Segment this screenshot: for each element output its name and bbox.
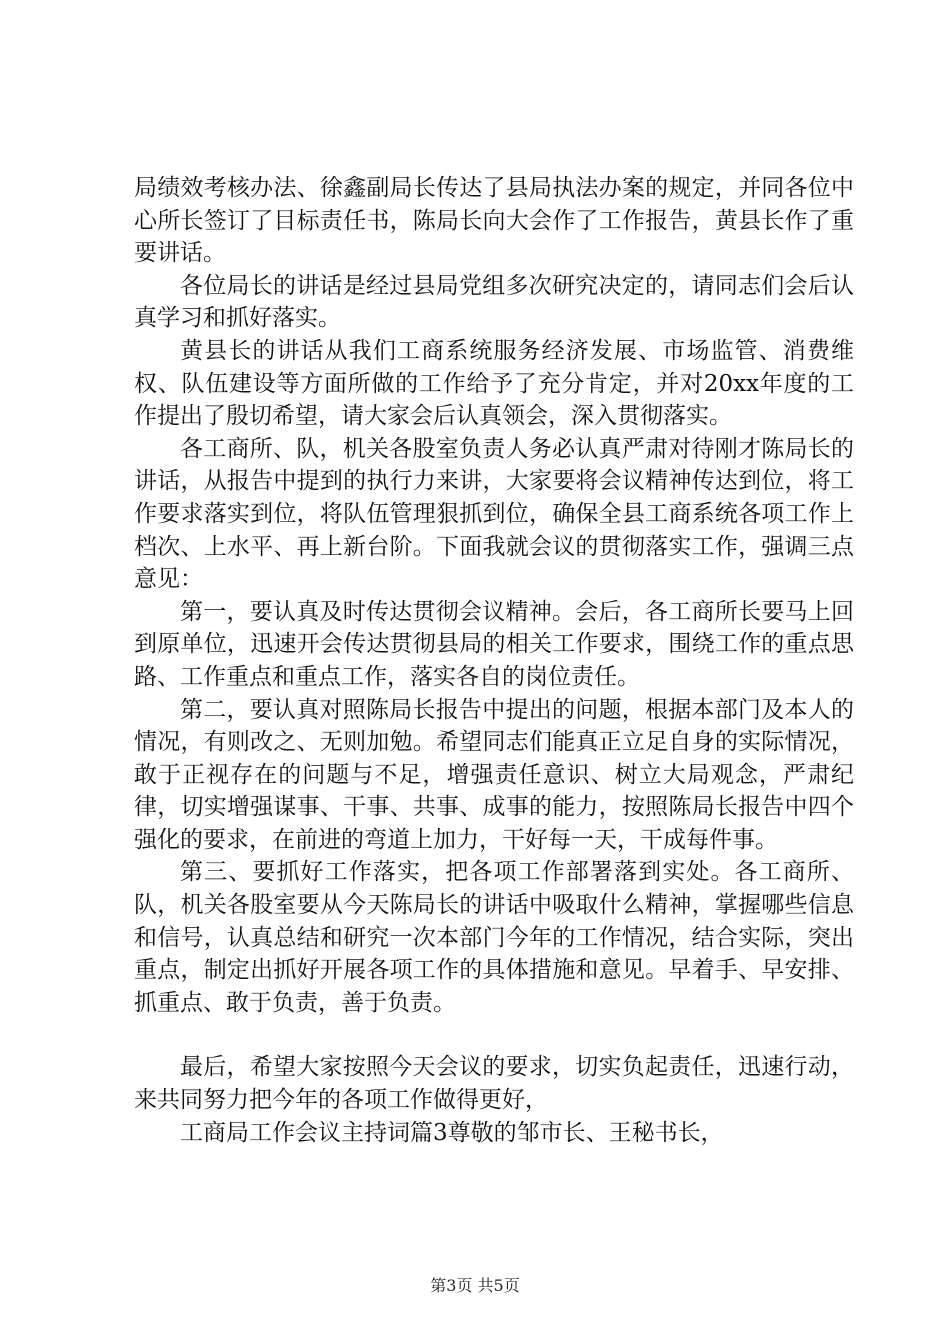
page-footer: 第3页 共5页: [430, 1276, 520, 1295]
paragraph-closing: 最后，希望大家按照今天会议的要求，切实负起责任，迅速行动，来共同努力把今年的各项工作做得更好，: [134, 1054, 854, 1114]
paragraph-point-one: 第一，要认真及时传达贯彻会议精神。会后，各工商所长要马上回到原单位，迅速开会传达贯彻县局的相关工作要求，围绕工作的重点思路、工作重点和重点工作，落实各自的岗位责任。: [134, 598, 854, 690]
document-body: [134, 172, 854, 1149]
paragraph-continuation: 局绩效考核办法、徐鑫副局长传达了县局执法办案的规定，并同各位中心所长签订了目标责任书，陈局长向大会作了工作报告，黄县长作了重要讲话。: [134, 175, 854, 267]
paragraph-implementation: 各工商所、队，机关各股室负责人务必认真严肃对待刚才陈局长的讲话，从报告中提到的执行力来讲，大家要将会议精神传达到位，将工作要求落实到位，将队伍管理狠抓到位，确保全县工商系统各项工作上档次、上水平、再上新台阶。下面我就会议的贯彻落实工作，强调三点意见：: [134, 435, 854, 593]
paragraph-point-three: 第三、要抓好工作落实，把各项工作部署落到实处。各工商所、队，机关各股室要从今天陈局长的讲话中吸取什么精神，掌握哪些信息和信号，认真总结和研究一次本部门今年的工作情况，结合实际，突出重点，制定出抓好开展各项工作的具体措施和意见。早着手、早安排、抓重点、敢于负责，善于负责。: [134, 859, 854, 1016]
paragraph-county-head-speech: 黄县长的讲话从我们工商系统服务经济发展、市场监管、消费维权、队伍建设等方面所做的工作给予了充分肯定，并对20xx年度的工作提出了殷切希望，请大家会后认真领会，深入贯彻落实。: [134, 337, 854, 430]
paragraph-point-two: 第二，要认真对照陈局长报告中提出的问题，根据本部门及本人的情况，有则改之、无则加勉。希望同志们能真正立足自身的实际情况，敢于正视存在的问题与不足，增强责任意识、树立大局观念，严肃纪律，切实增强谋事、干事、共事、成事的能力，按照陈局长报告中四个强化的要求，在前进的弯道上加力，干好每一天，干成每件事。: [134, 696, 854, 853]
paragraph-next-section: 工商局工作会议主持词篇3尊敬的邹市长、王秘书长，: [180, 1119, 724, 1146]
paragraph-director-speeches: 各位局长的讲话是经过县局党组多次研究决定的，请同志们会后认真学习和抓好落实。: [134, 272, 854, 332]
